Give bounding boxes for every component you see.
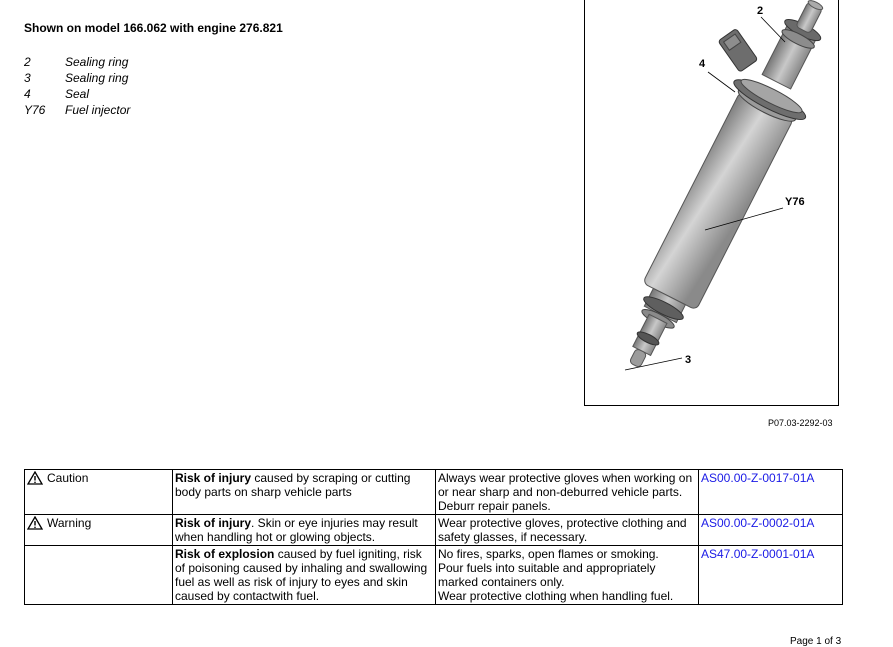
page-heading: Shown on model 166.062 with engine 276.821 (24, 21, 283, 35)
legend-key: 3 (24, 71, 31, 85)
table-row (25, 546, 843, 605)
legend-key: Y76 (24, 103, 46, 117)
measure-line: Always wear protective gloves when working on or near sharp and non-deburred vehicle parts. (438, 471, 693, 499)
hazard-level-label: Caution (47, 471, 89, 485)
risk-cell (173, 470, 436, 515)
legend-key: 4 (24, 87, 31, 101)
figure-reference: P07.03-2292-03 (768, 418, 833, 428)
legend-item (24, 86, 130, 102)
callout-2: 2 (757, 5, 764, 17)
legend-item (24, 54, 130, 70)
legend (24, 54, 130, 118)
callout-3: 3 (685, 354, 692, 366)
legend-item (24, 102, 130, 118)
hazard-level-label: Warning (47, 516, 92, 530)
reference-link[interactable]: AS47.00-Z-0001-01A (699, 546, 843, 605)
warning-triangle-icon (27, 516, 43, 530)
risk-text: caused by fuel igniting, risk of poisoning caused by inhaling and swallowing fuel as well as risk of injury to eyes and skin caused by contactwith fuel. (175, 547, 428, 603)
page-number: Page 1 of 3 (790, 636, 842, 647)
measure-line: No fires, sparks, open flames or smoking. (438, 547, 659, 561)
measure-line: Deburr repair panels. (438, 499, 551, 513)
warning-triangle-icon (27, 471, 43, 485)
table-row (25, 515, 843, 546)
callout-4: 4 (699, 58, 706, 70)
legend-label: Seal (65, 87, 90, 101)
risk-cell (173, 546, 436, 605)
safety-table (24, 469, 843, 605)
measure-line: Wear protective clothing when handling fuel. (438, 589, 674, 603)
risk-title: Risk of injury (175, 516, 252, 530)
legend-label: Sealing ring (65, 55, 129, 69)
measures-cell (436, 515, 699, 546)
table-row (25, 470, 843, 515)
legend-label: Fuel injector (65, 103, 131, 117)
callout-y76: Y76 (785, 196, 805, 208)
measures-cell (436, 470, 699, 515)
injector-figure (584, 0, 839, 406)
legend-key: 2 (24, 55, 31, 69)
fuel-injector-illustration (585, 0, 840, 406)
legend-label: Sealing ring (65, 71, 129, 85)
legend-item (24, 70, 130, 86)
measure-line: Wear protective gloves, protective clothing and safety glasses, if necessary. (438, 516, 687, 544)
reference-link[interactable]: AS00.00-Z-0017-01A (699, 470, 843, 515)
risk-title: Risk of injury (175, 471, 252, 485)
measure-line: Pour fuels into suitable and appropriately marked containers only. (438, 561, 656, 589)
reference-link[interactable]: AS00.00-Z-0002-01A (699, 515, 843, 546)
hazard-level-cell (25, 470, 173, 515)
risk-text: caused by scraping or cutting body parts on sharp vehicle parts (175, 471, 411, 499)
risk-cell (173, 515, 436, 546)
risk-title: Risk of explosion (175, 547, 275, 561)
risk-text: . Skin or eye injuries may result when handling hot or glowing objects. (175, 516, 418, 544)
hazard-level-cell (25, 546, 173, 605)
hazard-level-cell (25, 515, 173, 546)
measures-cell (436, 546, 699, 605)
